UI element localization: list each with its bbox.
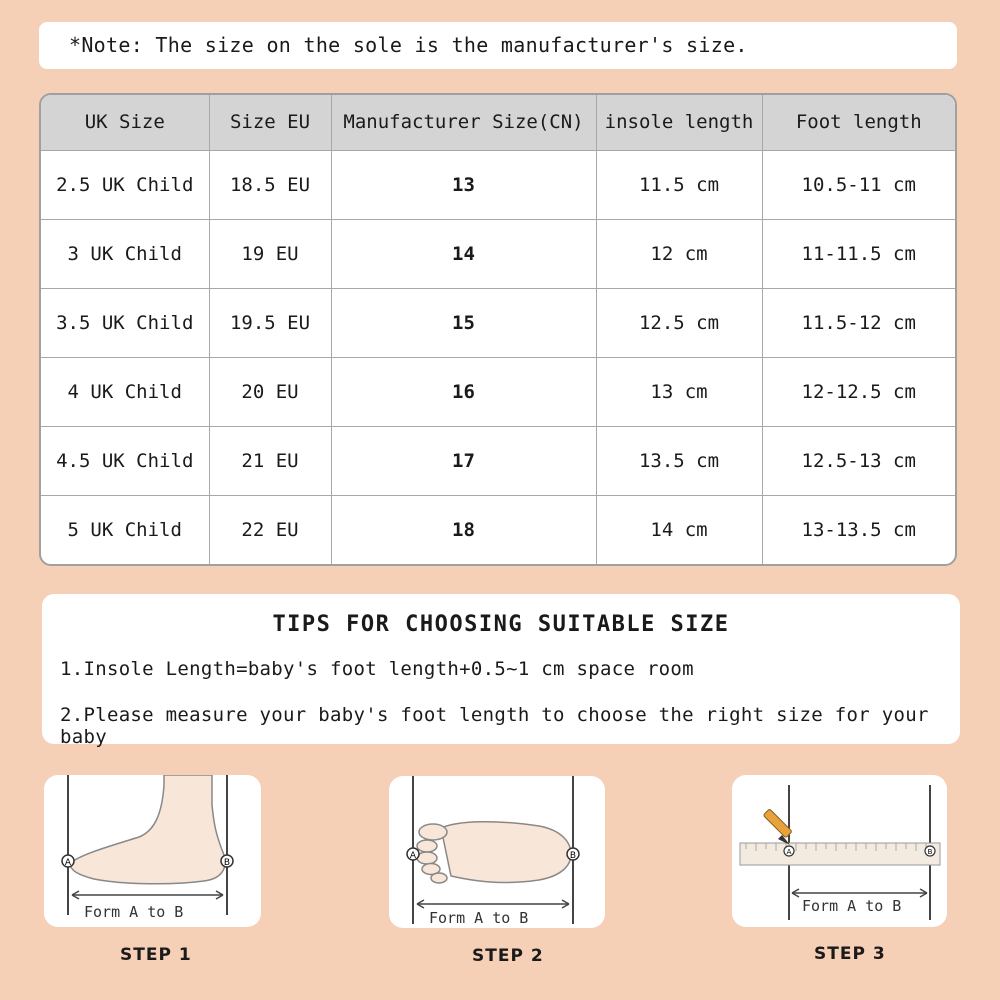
cell-manufacturer-size: 18 (331, 495, 596, 564)
tips-title: TIPS FOR CHOOSING SUITABLE SIZE (272, 612, 730, 637)
cell-insole-length: 11.5 cm (596, 150, 762, 219)
table-row (41, 150, 955, 219)
cell-insole-length: 13 cm (596, 357, 762, 426)
foot-top-view-icon (389, 776, 605, 928)
header-foot-length: Foot length (762, 95, 955, 150)
cell-size-eu: 21 EU (209, 426, 331, 495)
step-2-label: STEP 2 (472, 946, 544, 966)
cell-size-eu: 18.5 EU (209, 150, 331, 219)
step-3-illustration (732, 775, 947, 927)
tip-item: 1.Insole Length=baby's foot length+0.5~1 cm space room (60, 658, 694, 680)
cell-manufacturer-size: 17 (331, 426, 596, 495)
cell-uk-size: 3.5 UK Child (41, 288, 209, 357)
cell-insole-length: 12 cm (596, 219, 762, 288)
tip-item: 2.Please measure your baby's foot length to choose the right size for your baby (60, 704, 929, 748)
marker-a: A (409, 851, 417, 861)
ruler-measure-icon (732, 775, 947, 927)
tips-panel (42, 594, 960, 748)
step-3-label: STEP 3 (814, 944, 886, 964)
cell-manufacturer-size: 15 (331, 288, 596, 357)
table-row (41, 357, 955, 426)
measure-caption: Form A to B (429, 909, 529, 927)
cell-insole-length: 14 cm (596, 495, 762, 564)
table-header-row (41, 95, 955, 150)
foot-side-view-icon (44, 775, 261, 927)
size-note: *Note: The size on the sole is the manufacturer's size. (39, 22, 957, 69)
cell-size-eu: 22 EU (209, 495, 331, 564)
measure-caption: Form A to B (84, 903, 184, 921)
cell-manufacturer-size: 13 (331, 150, 596, 219)
table-row (41, 495, 955, 564)
step-1-label: STEP 1 (120, 945, 192, 965)
cell-uk-size: 4 UK Child (41, 357, 209, 426)
cell-insole-length: 12.5 cm (596, 288, 762, 357)
cell-foot-length: 12-12.5 cm (762, 357, 955, 426)
cell-manufacturer-size: 14 (331, 219, 596, 288)
cell-uk-size: 3 UK Child (41, 219, 209, 288)
table-row (41, 288, 955, 357)
cell-size-eu: 19.5 EU (209, 288, 331, 357)
cell-uk-size: 5 UK Child (41, 495, 209, 564)
size-chart-table (39, 93, 957, 566)
measure-caption: Form A to B (802, 897, 902, 915)
marker-b: B (927, 848, 933, 856)
header-manufacturer-size: Manufacturer Size(CN) (331, 95, 596, 150)
step-1-illustration (44, 775, 261, 927)
header-uk-size: UK Size (41, 95, 209, 150)
cell-insole-length: 13.5 cm (596, 426, 762, 495)
cell-uk-size: 2.5 UK Child (41, 150, 209, 219)
cell-manufacturer-size: 16 (331, 357, 596, 426)
marker-b: B (223, 858, 231, 868)
cell-uk-size: 4.5 UK Child (41, 426, 209, 495)
step-2-illustration (389, 776, 605, 928)
header-insole-length: insole length (596, 95, 762, 150)
marker-a: A (786, 848, 792, 856)
cell-foot-length: 13-13.5 cm (762, 495, 955, 564)
cell-foot-length: 11.5-12 cm (762, 288, 955, 357)
cell-foot-length: 11-11.5 cm (762, 219, 955, 288)
cell-size-eu: 19 EU (209, 219, 331, 288)
marker-a: A (64, 858, 72, 868)
cell-foot-length: 10.5-11 cm (762, 150, 955, 219)
table-row (41, 219, 955, 288)
cell-size-eu: 20 EU (209, 357, 331, 426)
header-size-eu: Size EU (209, 95, 331, 150)
marker-b: B (569, 851, 577, 861)
pencil-icon (763, 809, 792, 845)
cell-foot-length: 12.5-13 cm (762, 426, 955, 495)
table-row (41, 426, 955, 495)
